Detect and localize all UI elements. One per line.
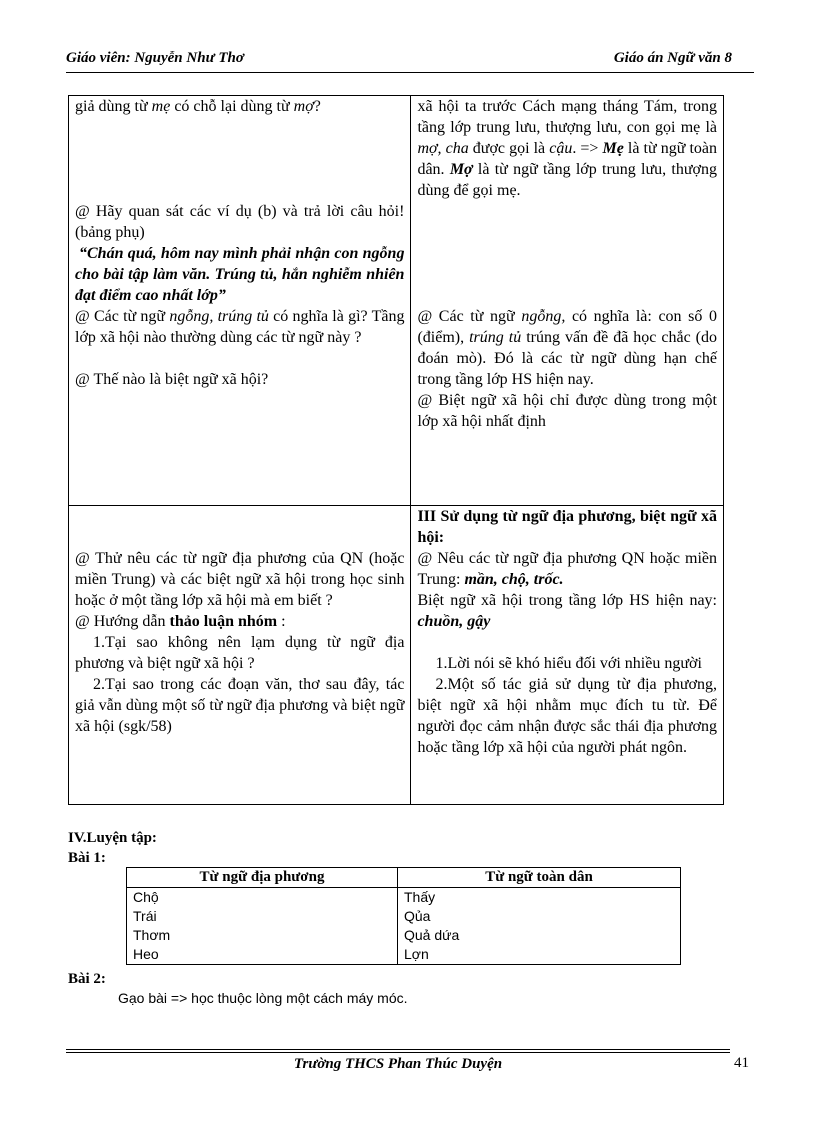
practice-section bbox=[68, 828, 157, 868]
subject-title: Giáo án Ngữ văn 8 bbox=[613, 50, 732, 66]
footer-divider bbox=[66, 1052, 730, 1053]
table-row bbox=[127, 888, 681, 908]
dialect-word: Heo bbox=[127, 945, 398, 965]
exercise-2-answer: Gạo bài => học thuộc lòng một cách máy móc. bbox=[118, 990, 408, 1006]
standard-word: Thấy bbox=[398, 888, 681, 908]
standard-word: Lợn bbox=[398, 945, 681, 965]
question-paragraph: @ Thế nào là biệt ngữ xã hội? bbox=[75, 371, 269, 388]
vocabulary-table bbox=[126, 867, 681, 965]
teacher-name: Giáo viên: Nguyễn Như Thơ bbox=[66, 50, 244, 66]
dialect-word: Trái bbox=[127, 907, 398, 926]
discussion-question: 1.Tại sao không nên lạm dụng từ ngữ địa phương và biệt ngữ xã hội ? bbox=[75, 634, 405, 672]
question-paragraph: @ Thử nêu các từ ngữ địa phương của QN (hoặc miền Trung) và các biệt ngữ xã hội trong học sinh hoặc ở một tầng lớp xã hội mà em biết ? bbox=[75, 550, 405, 609]
discussion-answer: 1.Lời nói sẽ khó hiểu đối với nhiều người bbox=[435, 655, 702, 672]
lesson-table bbox=[68, 95, 724, 805]
lesson-row-2 bbox=[69, 506, 724, 805]
answer-paragraph: @ Các từ ngữ ngỗng, có nghĩa là: con số 0 (điểm), trúng tủ trúng vấn đề đã học chắc (do đoán mò). Đó là các từ ngữ dùng hạn chế trong tầng lớp HS hiện nay. bbox=[417, 308, 718, 388]
answer-paragraph: xã hội ta trước Cách mạng tháng Tám, trong tầng lớp trung lưu, thượng lưu, con gọi mẹ là mợ, cha được gọi là cậu. => Mẹ là từ ngữ toàn dân. Mợ là từ ngữ tầng lớp trung lưu, thượng dùng để gọi mẹ. bbox=[417, 98, 717, 199]
school-name: Trường THCS Phan Thúc Duyện bbox=[293, 1056, 503, 1072]
section-heading: III Sử dụng từ ngữ địa phương, biệt ngữ xã hội: bbox=[417, 508, 717, 546]
discussion-answer: 2.Một số tác giả sử dụng từ địa phương, biệt ngữ xã hội nhằm mục đích tu từ. Để người đọc cảm nhận được sắc thái địa phương hoặc tầng lớp xã hội của người phát ngôn. bbox=[417, 676, 717, 756]
table-row bbox=[127, 945, 681, 965]
exercise-2-label: Bài 2: bbox=[68, 971, 106, 987]
answer-paragraph: @ Biệt ngữ xã hội chỉ được dùng trong một lớp xã hội nhất định bbox=[417, 392, 717, 430]
vocabulary-header-row bbox=[127, 868, 681, 888]
question-paragraph: @ Các từ ngữ ngỗng, trúng tủ có nghĩa là gì? Tầng lớp xã hội nào thường dùng các từ ngữ này ? bbox=[75, 308, 405, 346]
dialect-word: Chộ bbox=[127, 888, 398, 908]
page-number: 41 bbox=[734, 1055, 749, 1071]
lesson-row-1 bbox=[69, 96, 724, 506]
answer-paragraph: @ Nêu các từ ngữ địa phương QN hoặc miền Trung: mần, chộ, trốc. bbox=[417, 550, 717, 588]
teacher-column-cell bbox=[69, 506, 411, 805]
discussion-question: 2.Tại sao trong các đoạn văn, thơ sau đây, tác giả vẫn dùng một số từ ngữ địa phương và biệt ngữ xã hội (sgk/58) bbox=[75, 676, 405, 735]
column-header: Từ ngữ địa phương bbox=[127, 868, 398, 888]
table-row bbox=[127, 926, 681, 945]
question-paragraph: @ Hướng dẫn thảo luận nhóm : bbox=[75, 613, 286, 630]
table-row bbox=[127, 907, 681, 926]
page-header bbox=[66, 50, 754, 73]
footer-divider bbox=[66, 1049, 730, 1050]
standard-word: Qủa bbox=[398, 907, 681, 926]
question-paragraph: giả dùng từ mẹ có chỗ lại dùng từ mợ? bbox=[75, 98, 321, 115]
practice-heading: IV.Luyện tập: bbox=[68, 830, 157, 846]
dialect-word: Thơm bbox=[127, 926, 398, 945]
teacher-column-cell bbox=[69, 96, 411, 506]
student-column-cell bbox=[411, 96, 724, 506]
example-quote: “Chán quá, hôm nay mình phải nhận con ngỗng cho bài tập làm văn. Trúng tủ, hắn nghiễm nhiên đạt điểm cao nhất lớp” bbox=[75, 245, 405, 304]
standard-word: Quả dứa bbox=[398, 926, 681, 945]
column-header: Từ ngữ toàn dân bbox=[398, 868, 681, 888]
answer-paragraph: Biệt ngữ xã hội trong tầng lớp HS hiện nay: chuồn, gậy bbox=[417, 592, 717, 630]
question-paragraph: @ Hãy quan sát các ví dụ (b) và trả lời câu hỏi! (bảng phụ) bbox=[75, 203, 405, 241]
student-column-cell bbox=[411, 506, 724, 805]
exercise-1-label: Bài 1: bbox=[68, 850, 106, 866]
